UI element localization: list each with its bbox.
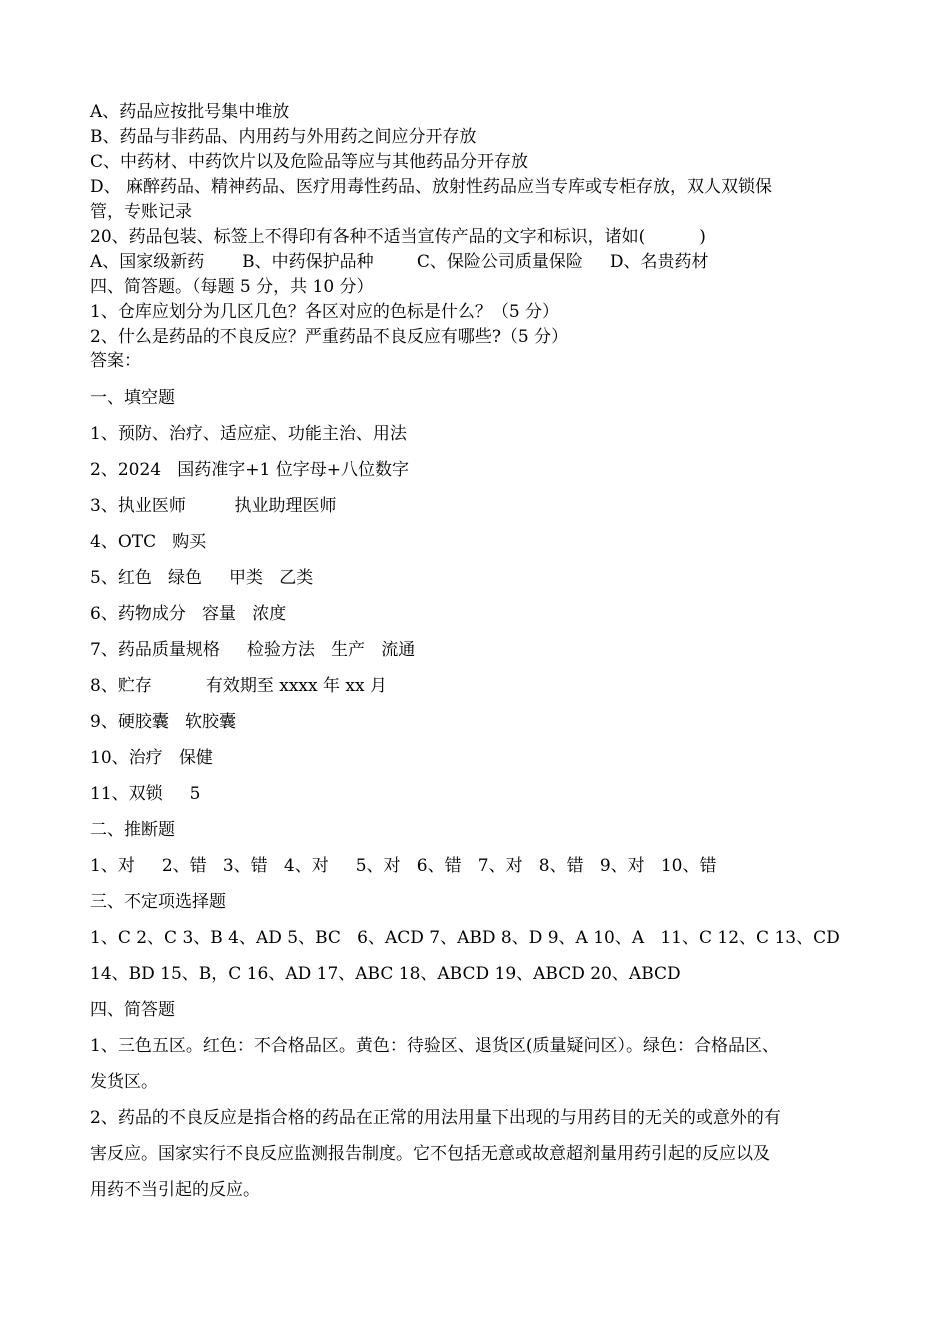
option-b-line: B、药品与非药品、内用药与外用药之间应分开存放	[90, 127, 477, 147]
question-20: 20、药品包装、标签上不得印有各种不适当宣传产品的文字和标识，诸如( )	[90, 227, 706, 247]
answer-line: 2、药品的不良反应是指合格的药品在正常的用法用量下出现的与用药目的无关的或意外的有	[90, 1108, 781, 1128]
option-d-line: D、 麻醉药品、精神药品、医疗用毒性药品、放射性药品应当专库或专柜存放，双人双锁保	[90, 177, 773, 197]
answers-label: 答案：	[90, 351, 141, 371]
answer-heading-choice: 三、不定项选择题	[90, 892, 226, 912]
answer-line: 1、C 2、C 3、B 4、AD 5、BC 6、ACD 7、ABD 8、D 9、A 10、A 11、C 12、C 13、CD	[90, 928, 840, 948]
answer-line: 2、2024 国药准字+1 位字母+八位数字	[90, 460, 409, 480]
answer-line: 3、执业医师 执业助理医师	[90, 496, 337, 516]
answer-line: 发货区。	[90, 1072, 158, 1092]
answer-line: 9、硬胶囊 软胶囊	[90, 712, 237, 732]
answer-line: 8、贮存 有效期至 xxxx 年 xx 月	[90, 676, 387, 696]
answer-line: 14、BD 15、B，C 16、AD 17、ABC 18、ABCD 19、ABCD 20、ABCD	[90, 964, 681, 984]
answer-line: 4、OTC 购买	[90, 532, 207, 552]
short-question-2: 2、什么是药品的不良反应？严重药品不良反应有哪些?（5 分）	[90, 327, 569, 347]
answer-heading-judge: 二、推断题	[90, 820, 175, 840]
answer-line: 7、药品质量规格 检验方法 生产 流通	[90, 640, 416, 660]
answer-line: 10、治疗 保健	[90, 748, 213, 768]
answer-line: 用药不当引起的反应。	[90, 1180, 260, 1200]
short-question-1: 1、仓库应划分为几区几色？各区对应的色标是什么？（5 分）	[90, 302, 560, 322]
answer-line: 1、三色五区。红色：不合格品区。黄色：待验区、退货区(质量疑问区）。绿色：合格品区、	[90, 1036, 779, 1056]
option-c-line: C、中药材、中药饮片以及危险品等应与其他药品分开存放	[90, 152, 529, 172]
answer-line: 6、药物成分 容量 浓度	[90, 604, 287, 624]
answer-line: 1、预防、治疗、适应症、功能主治、用法	[90, 424, 407, 444]
question-20-options: A、国家级新药 B、中药保护品种 C、保险公司质量保险 D、名贵药材	[90, 252, 709, 272]
answer-line: 5、红色 绿色 甲类 乙类	[90, 568, 314, 588]
answer-line: 11、双锁 5	[90, 784, 201, 804]
answer-line: 害反应。国家实行不良反应监测报告制度。它不包括无意或故意超剂量用药引起的反应以及	[90, 1144, 770, 1164]
answer-heading-fill: 一、填空题	[90, 388, 175, 408]
answer-line: 1、对 2、错 3、错 4、对 5、对 6、错 7、对 8、错 9、对 10、错	[90, 856, 717, 876]
answer-heading-short: 四、简答题	[90, 1000, 175, 1020]
option-d-continued: 管，专账记录	[90, 202, 192, 222]
section-heading: 四、简答题。（每题 5 分，共 10 分）	[90, 277, 374, 297]
option-a-line: A、药品应按批号集中堆放	[90, 102, 290, 122]
